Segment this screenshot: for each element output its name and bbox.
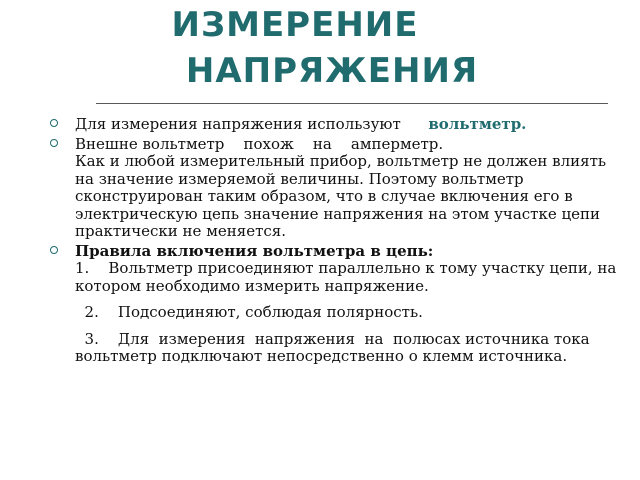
list-item <box>48 116 618 134</box>
bullet-ring-icon <box>50 246 58 254</box>
slide-title <box>0 2 640 94</box>
voltmeter-term: вольтметр. <box>428 115 527 133</box>
item-line: Внешне вольтметр похож на амперметр. <box>75 134 444 153</box>
title-line-1: ИЗМЕРЕНИЕ <box>171 5 419 45</box>
bullet-ring-icon <box>50 139 58 147</box>
item-text: Для измерения напряжения используют <box>75 115 401 133</box>
rules-heading: Правила включения вольтметра в цепь: <box>75 241 434 260</box>
list-item <box>48 136 618 241</box>
list-item <box>48 241 622 366</box>
title-divider <box>96 103 608 104</box>
rule-2: 2. Подсоединяют, соблюдая полярность. <box>75 303 423 321</box>
bullet-list <box>48 115 622 368</box>
title-line-2: НАПРЯЖЕНИЯ <box>185 51 479 91</box>
item-paragraph: Как и любой измерительный прибор, вольтметр не должен влиять на значение измеряемой величины. Поэтому вольтметр сконструирован таким образом, что в случае включения его в электрическую цепь значение напряжения на этом участке цепи практически не меняется. <box>75 152 607 240</box>
bullet-ring-icon <box>50 119 58 127</box>
rule-3: 3. Для измерения напряжения на полюсах источника тока вольтметр подключают непосредственно о клемм источника. <box>75 329 595 365</box>
rule-1: 1. Вольтметр присоединяют параллельно к тому участку цепи, на котором необходимо измерить напряжение. <box>75 259 622 295</box>
